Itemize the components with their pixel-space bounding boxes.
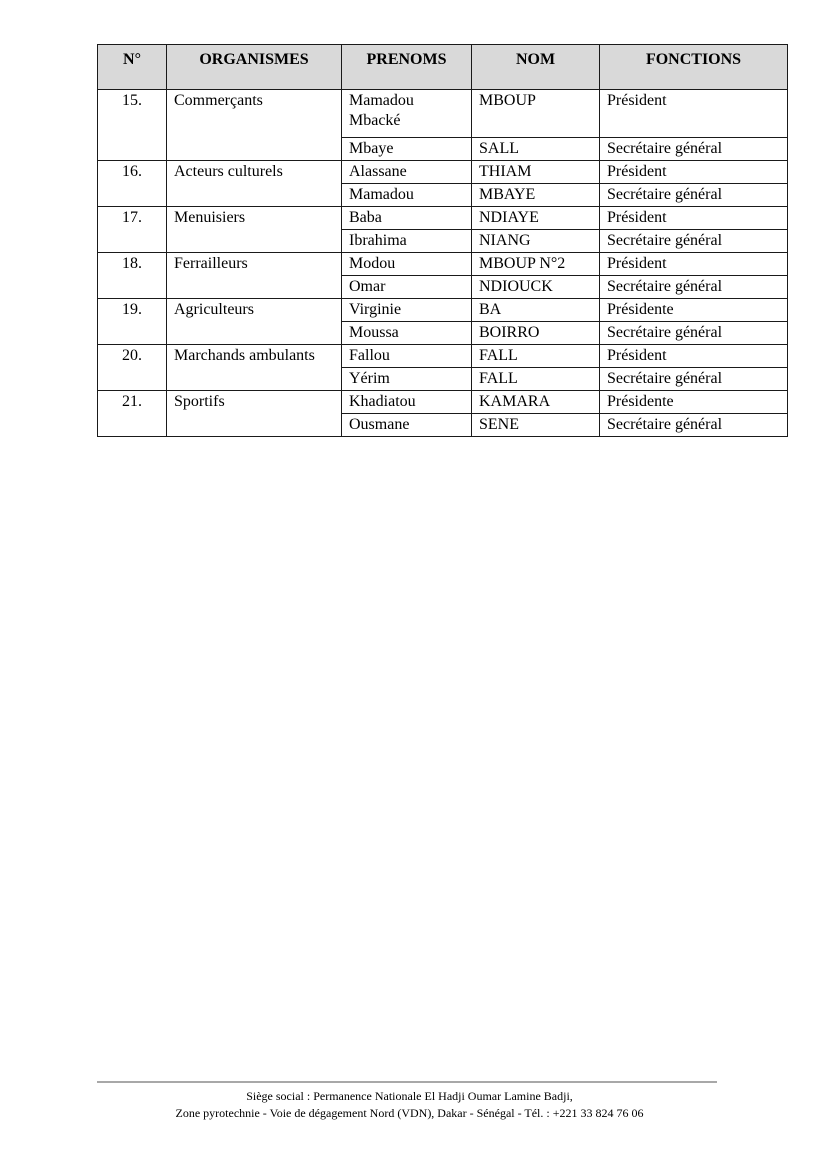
prenom-cell: Ibrahima	[342, 230, 472, 253]
fonction-cell: Président	[600, 161, 788, 184]
row-number: 16.	[98, 161, 167, 207]
fonction-cell: Secrétaire général	[600, 184, 788, 207]
footer-address	[0, 1088, 819, 1122]
fonction-cell: Secrétaire général	[600, 368, 788, 391]
prenom-cell: Yérim	[342, 368, 472, 391]
prenom-cell: Moussa	[342, 322, 472, 345]
nom-cell: FALL	[472, 368, 600, 391]
fonction-cell: Secrétaire général	[600, 322, 788, 345]
nom-cell: SENE	[472, 414, 600, 437]
prenom-cell: Alassane	[342, 161, 472, 184]
officials-table	[97, 44, 788, 437]
table-row	[98, 90, 788, 138]
nom-cell: SALL	[472, 138, 600, 161]
prenom-cell: Fallou	[342, 345, 472, 368]
fonction-cell: Secrétaire général	[600, 414, 788, 437]
fonction-cell: Présidente	[600, 299, 788, 322]
row-number: 18.	[98, 253, 167, 299]
prenom-cell: Mamadou	[342, 184, 472, 207]
organisme-cell: Menuisiers	[167, 207, 342, 253]
organisme-cell: Acteurs culturels	[167, 161, 342, 207]
row-number: 17.	[98, 207, 167, 253]
prenom-cell: Ousmane	[342, 414, 472, 437]
row-number: 21.	[98, 391, 167, 437]
table-row	[98, 161, 788, 184]
table-row	[98, 253, 788, 276]
row-number: 19.	[98, 299, 167, 345]
column-header-organismes: ORGANISMES	[167, 45, 342, 90]
fonction-cell: Secrétaire général	[600, 138, 788, 161]
table-row	[98, 207, 788, 230]
row-number: 20.	[98, 345, 167, 391]
organisme-cell: Ferrailleurs	[167, 253, 342, 299]
organisme-cell: Agriculteurs	[167, 299, 342, 345]
organisme-cell: Marchands ambulants	[167, 345, 342, 391]
column-header-nom: NOM	[472, 45, 600, 90]
nom-cell: FALL	[472, 345, 600, 368]
nom-cell: MBOUP N°2	[472, 253, 600, 276]
nom-cell: MBAYE	[472, 184, 600, 207]
organisme-cell: Sportifs	[167, 391, 342, 437]
column-header-prenoms: PRENOMS	[342, 45, 472, 90]
fonction-cell: Président	[600, 90, 788, 138]
footer-divider	[97, 1081, 717, 1083]
prenom-cell: Mbaye	[342, 138, 472, 161]
prenom-cell: Mamadou Mbacké	[342, 90, 472, 138]
fonction-cell: Secrétaire général	[600, 276, 788, 299]
footer-address-line1: Siège social : Permanence Nationale El Hadji Oumar Lamine Badji,	[246, 1089, 573, 1103]
prenom-cell: Modou	[342, 253, 472, 276]
table-row	[98, 299, 788, 322]
fonction-cell: Président	[600, 345, 788, 368]
footer-address-line2: Zone pyrotechnie - Voie de dégagement Nord (VDN), Dakar - Sénégal - Tél. : +221 33 824 76 06	[175, 1106, 644, 1120]
fonction-cell: Président	[600, 253, 788, 276]
prenom-cell: Omar	[342, 276, 472, 299]
prenom-cell: Baba	[342, 207, 472, 230]
fonction-cell: Secrétaire général	[600, 230, 788, 253]
nom-cell: KAMARA	[472, 391, 600, 414]
prenom-cell: Virginie	[342, 299, 472, 322]
nom-cell: BA	[472, 299, 600, 322]
nom-cell: THIAM	[472, 161, 600, 184]
nom-cell: NIANG	[472, 230, 600, 253]
table-header-row	[98, 45, 788, 90]
table-row	[98, 345, 788, 368]
nom-cell: BOIRRO	[472, 322, 600, 345]
prenom-cell: Khadiatou	[342, 391, 472, 414]
column-header-fonctions: FONCTIONS	[600, 45, 788, 90]
nom-cell: NDIAYE	[472, 207, 600, 230]
fonction-cell: Président	[600, 207, 788, 230]
column-header-num: N°	[98, 45, 167, 90]
nom-cell: MBOUP	[472, 90, 600, 138]
organisme-cell: Commerçants	[167, 90, 342, 161]
nom-cell: NDIOUCK	[472, 276, 600, 299]
table-row	[98, 391, 788, 414]
row-number: 15.	[98, 90, 167, 161]
fonction-cell: Présidente	[600, 391, 788, 414]
